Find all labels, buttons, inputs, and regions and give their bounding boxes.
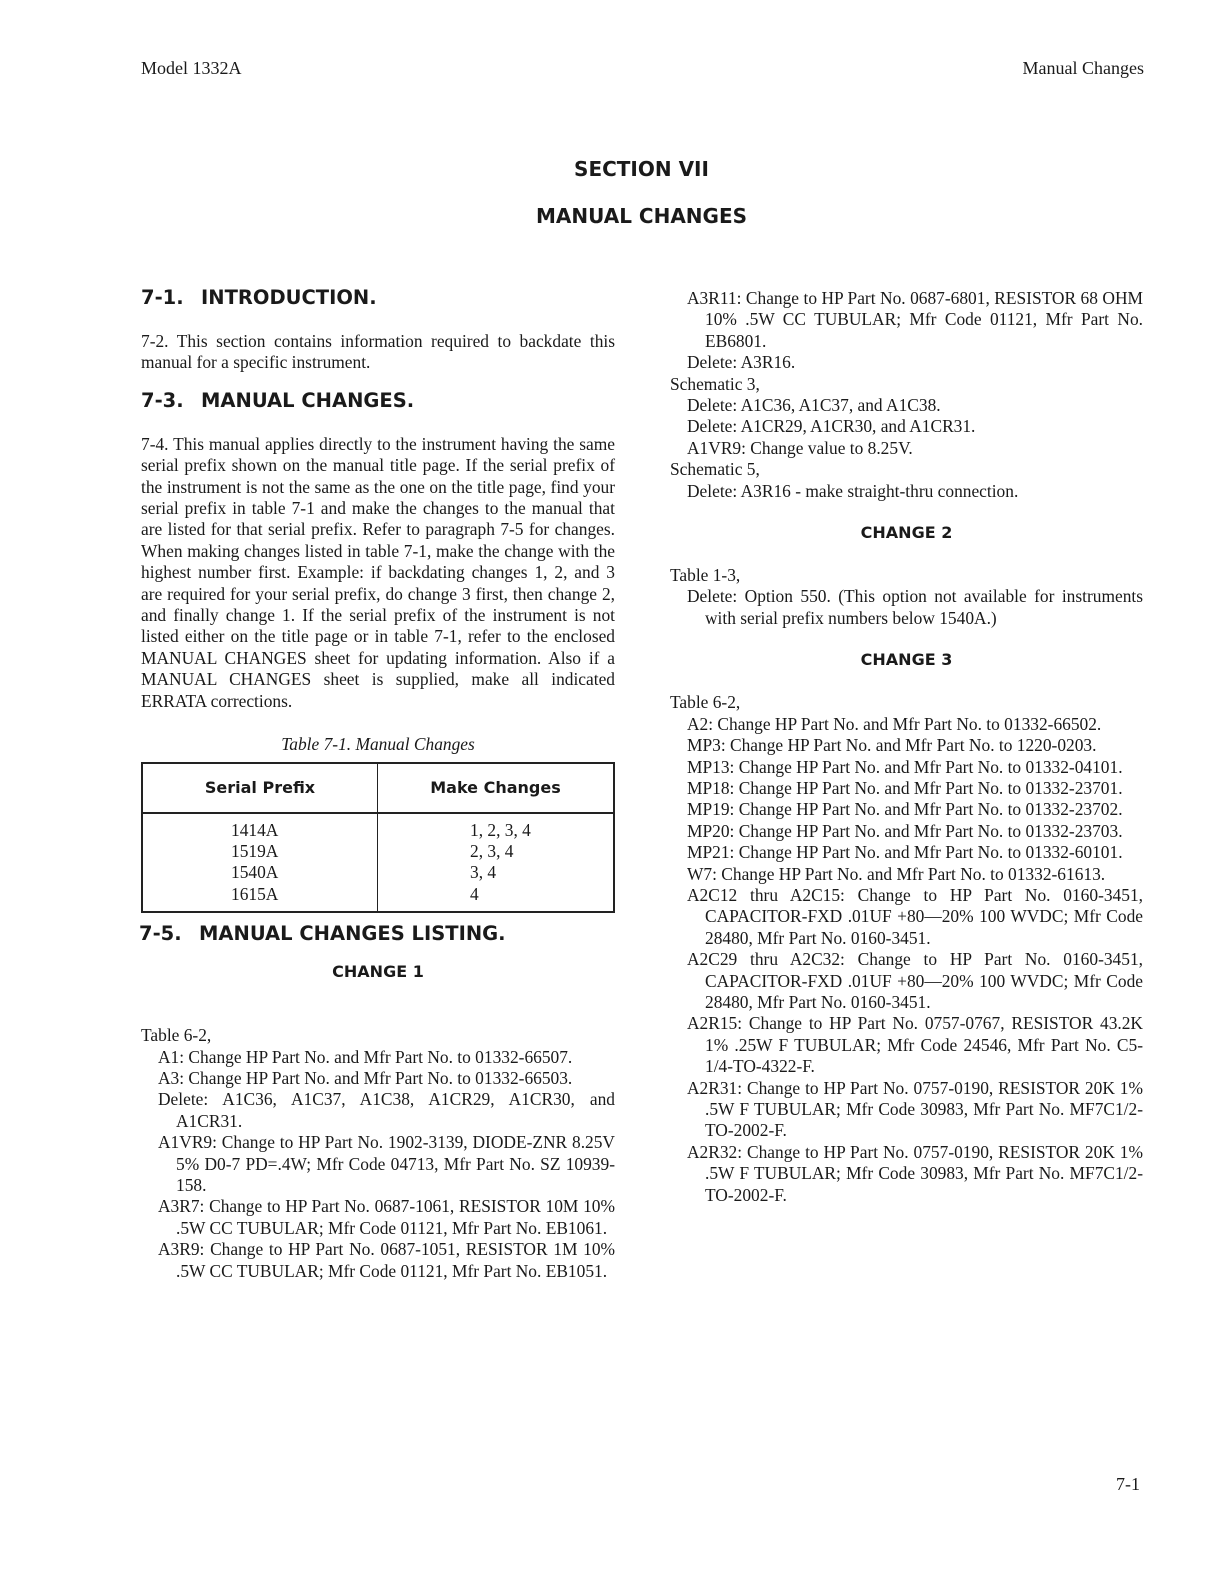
changes-paragraph: 7-4. This manual applies directly to the instrument having the same serial prefix shown on the manual title page. If the serial prefix of the instrument is not the same as the one on the title page, find your serial prefix in table 7-1 and make the changes to the manual that are listed for that serial prefix. Refer to paragraph 7-5 for changes. When making changes listed in table 7-1, make the change with the highest number first. Example: if backdating changes 1, 2, and 3 are required for your serial prefix, do change 3 first, then change 2, and finally change 1. If the serial prefix of the instrument is not listed either on the title page or in table 7-1, refer to the enclosed MANUAL CHANGES sheet for updating information. Also if a MANUAL CHANGES sheet is supplied, make all indicated ERRATA corrections. [141,433,615,711]
serial-1414a: 1414A [231,819,279,840]
changes-1519a: 2, 3, 4 [470,840,514,861]
change3-item: A2C12 thru A2C15: Change to HP Part No. 0160-3451, CAPACITOR-FXD .01UF +80—20% 100 WVDC; Mfr Code 28480, Mfr Part No. 0160-3451. [687,884,1143,948]
section-number: SECTION VII [574,157,709,181]
change2-item: Delete: Option 550. (This option not available for instruments with serial prefix numbers below 1540A.) [687,586,1143,628]
change3-item: MP3: Change HP Part No. and Mfr Part No. to 1220-0203. [687,735,1097,756]
schematic3-item: Delete: A1CR29, A1CR30, and A1CR31. [687,416,976,437]
change3-item: A2R31: Change to HP Part No. 0757-0190, RESISTOR 20K 1% .5W F TUBULAR; Mfr Code 30983, Mfr Part No. MF7C1/2-TO-2002-F. [687,1077,1143,1141]
change1-table-ref: Table 6-2, [141,1025,212,1046]
listing-heading-number: 7-5. [139,922,182,946]
change3-item: MP19: Change HP Part No. and Mfr Part No. to 01332-23702. [687,799,1123,820]
intro-heading-number: 7-1. [141,286,184,309]
change3-item: A2C29 thru A2C32: Change to HP Part No. 0160-3451, CAPACITOR-FXD .01UF +80—20% 100 WVDC; Mfr Code 28480, Mfr Part No. 0160-3451. [687,949,1143,1012]
change3-item: MP20: Change HP Part No. and Mfr Part No. to 01332-23703. [687,820,1123,841]
serial-1519a: 1519A [231,840,279,861]
change3-item: A2: Change HP Part No. and Mfr Part No. to 01332-66502. [687,713,1102,734]
serial-1540a: 1540A [231,862,279,883]
changes-1615a: 4 [470,883,479,904]
right-column [670,285,1143,1206]
change1-item: A3R7: Change to HP Part No. 0687-1061, RESISTOR 10M 10% .5W CC TUBULAR; Mfr Code 01121, Mfr Part No. EB1061. [158,1196,615,1238]
section-title: MANUAL CHANGES [535,204,748,228]
schematic5-item: Delete: A3R16 - make straight-thru connection. [687,480,1019,501]
change3-heading: CHANGE 3 [860,650,953,670]
change3-item: A2R32: Change to HP Part No. 0757-0190, RESISTOR 20K 1% .5W F TUBULAR; Mfr Code 30983, Mfr Part No. MF7C1/2-TO-2002-F. [687,1141,1143,1205]
change3-item: MP18: Change HP Part No. and Mfr Part No. to 01332-23701. [687,777,1123,798]
change1-heading: CHANGE 1 [332,962,424,982]
change3-item: A2R15: Change to HP Part No. 0757-0767, RESISTOR 43.2K 1% .25W F TUBULAR; Mfr Code 24546, Mfr Part No. C5-1/4-TO-4322-F. [687,1013,1143,1077]
change2-table-ref: Table 1-3, [670,565,741,586]
serial-1615a: 1615A [231,883,279,904]
change2-heading: CHANGE 2 [860,523,953,543]
listing-heading-title: MANUAL CHANGES LISTING. [199,922,506,946]
intro-paragraph: 7-2. This section contains information required to backdate this manual for a specific instrument. [141,331,615,373]
table-header-serial: Serial Prefix [142,763,378,813]
table-caption: Table 7-1. Manual Changes [281,734,475,755]
change3-item: MP13: Change HP Part No. and Mfr Part No. to 01332-04101. [687,756,1123,777]
change1-cont-item: Delete: A3R16. [687,352,796,373]
schematic3-item: A1VR9: Change value to 8.25V. [687,437,913,458]
intro-heading [141,285,615,311]
schematic3-ref: Schematic 3, [670,373,760,394]
intro-heading-title: INTRODUCTION. [201,286,377,309]
change1-item: A1VR9: Change to HP Part No. 1902-3139, DIODE-ZNR 8.25V 5% D0-7 PD=.4W; Mfr Code 04713, Mfr Part No. SZ 10939-158. [158,1132,615,1195]
change3-table-ref: Table 6-2, [670,692,741,713]
left-column [141,285,615,1282]
table-header-changes: Make Changes [378,763,615,813]
change3-item: W7: Change HP Part No. and Mfr Part No. to 01332-61613. [687,863,1106,884]
change1-item: Delete: A1C36, A1C37, A1C38, A1CR29, A1CR30, and A1CR31. [158,1089,615,1131]
change1-item: A3R9: Change to HP Part No. 0687-1051, RESISTOR 1M 10% .5W CC TUBULAR; Mfr Code 01121, Mfr Part No. EB1051. [158,1239,615,1281]
changes-heading-title: MANUAL CHANGES. [201,388,415,412]
change1-item: A1: Change HP Part No. and Mfr Part No. to 01332-66507. [158,1046,573,1067]
page-number: 7-1 [1116,1474,1140,1494]
change3-item: MP21: Change HP Part No. and Mfr Part No. to 01332-60101. [687,842,1123,863]
changes-heading-number: 7-3. [141,388,184,412]
changes-1540a: 3, 4 [470,862,497,883]
table-row [142,813,614,913]
table-cell-serial [142,813,378,913]
manual-changes-table [141,762,615,914]
changes-1414a: 1, 2, 3, 4 [470,819,531,840]
change1-item: A3: Change HP Part No. and Mfr Part No. to 01332-66503. [158,1067,573,1088]
schematic5-ref: Schematic 5, [670,459,760,480]
change1-cont-item: A3R11: Change to HP Part No. 0687-6801, RESISTOR 68 OHM 10% .5W CC TUBULAR; Mfr Code 01121, Mfr Part No. EB6801. [687,288,1143,351]
changes-heading [141,388,615,414]
table-cell-changes [378,813,615,913]
schematic3-item: Delete: A1C36, A1C37, and A1C38. [687,395,941,416]
header-model: Model 1332A [141,58,242,78]
header-title: Manual Changes [1022,58,1144,78]
listing-heading [139,921,615,947]
